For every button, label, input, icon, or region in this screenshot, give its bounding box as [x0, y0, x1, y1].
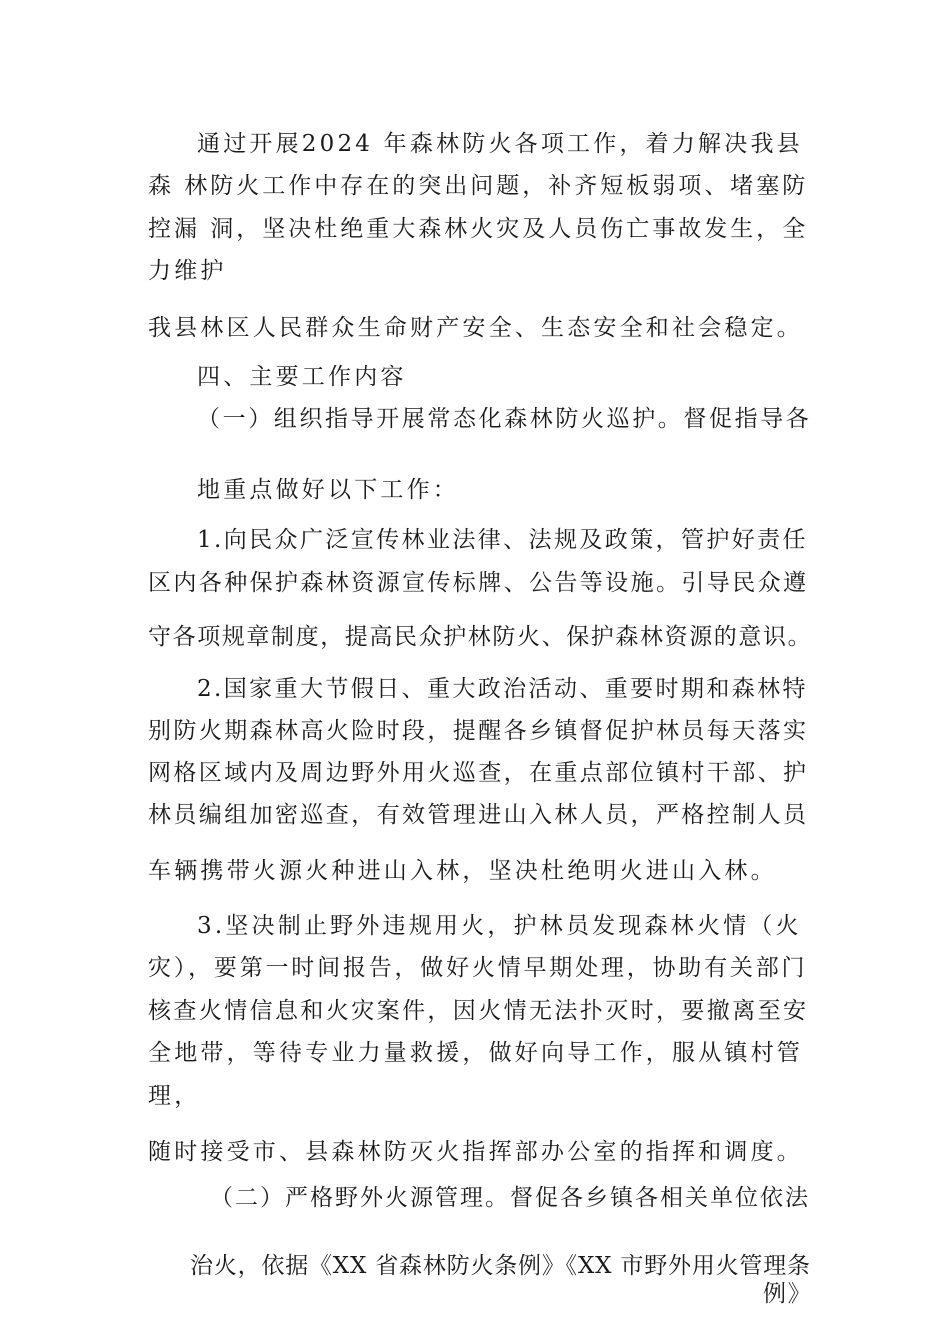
text-line: 灾），要第一时间报告，做好火情早期处理，协助有关部门: [148, 955, 808, 981]
text-line: 随时接受市、县森林防灭火指挥部办公室的指挥和调度。: [148, 1139, 803, 1165]
text-line: 力维护: [148, 258, 227, 284]
text-line: 区内各种保护森林资源宣传标牌、公告等设施。引导民众遵: [148, 570, 809, 596]
text-line: 通过开展2024 年森林防火各项工作，着力解决我县: [197, 131, 803, 157]
text-line: 我县林区人民群众生命财产安全、生态安全和社会稳定。: [148, 315, 803, 341]
text-line: 全地带，等待专业力量救援，做好向导工作，服从镇村管: [148, 1040, 803, 1066]
text-line: 理，: [148, 1083, 201, 1109]
text-line: 治火，依据《XX 省森林防火条例》《XX 市野外用火管理条: [190, 1253, 811, 1279]
text-line: 车辆携带火源火种进山入林，坚决杜绝明火进山入林。: [148, 858, 777, 884]
text-line: 核查火情信息和火灾案件，因火情无法扑灭时，要撤离至安: [148, 998, 809, 1024]
text-line: 控漏 洞，坚决杜绝重大森林火灾及人员伤亡事故发生，全: [148, 216, 809, 242]
subsection-heading: （一）组织指导开展常态化森林防火巡护。督促指导各: [197, 406, 812, 432]
text-line: 例》: [763, 1281, 813, 1307]
list-item: 1.向民众广泛宣传林业法律、法规及政策，管护好责任: [197, 527, 808, 553]
text-line: 别防火期森林高火险时段，提醒各乡镇督促护林员每天落实: [148, 718, 809, 744]
subsection-heading: （二）严格野外火源管理。督促各乡镇各相关单位依法: [210, 1185, 810, 1211]
text-line: 林员编组加密巡查，有效管理进山入林人员，严格控制人员: [148, 802, 809, 828]
text-line: 地重点做好以下工作：: [197, 477, 459, 503]
text-line: 网格区域内及周边野外用火巡查，在重点部位镇村干部、护: [148, 760, 809, 786]
text-line: 守各项规章制度，提高民众护林防火、保护森林资源的意识。: [148, 624, 813, 650]
section-heading: 四、主要工作内容: [197, 364, 407, 390]
list-item: 3.坚决制止野外违规用火，护林员发现森林火情（火: [197, 913, 802, 939]
list-item: 2.国家重大节假日、重大政治活动、重要时期和森林特: [197, 676, 808, 702]
text-line: 森 林防火工作中存在的突出问题，补齐短板弱项、堵塞防: [148, 173, 809, 199]
